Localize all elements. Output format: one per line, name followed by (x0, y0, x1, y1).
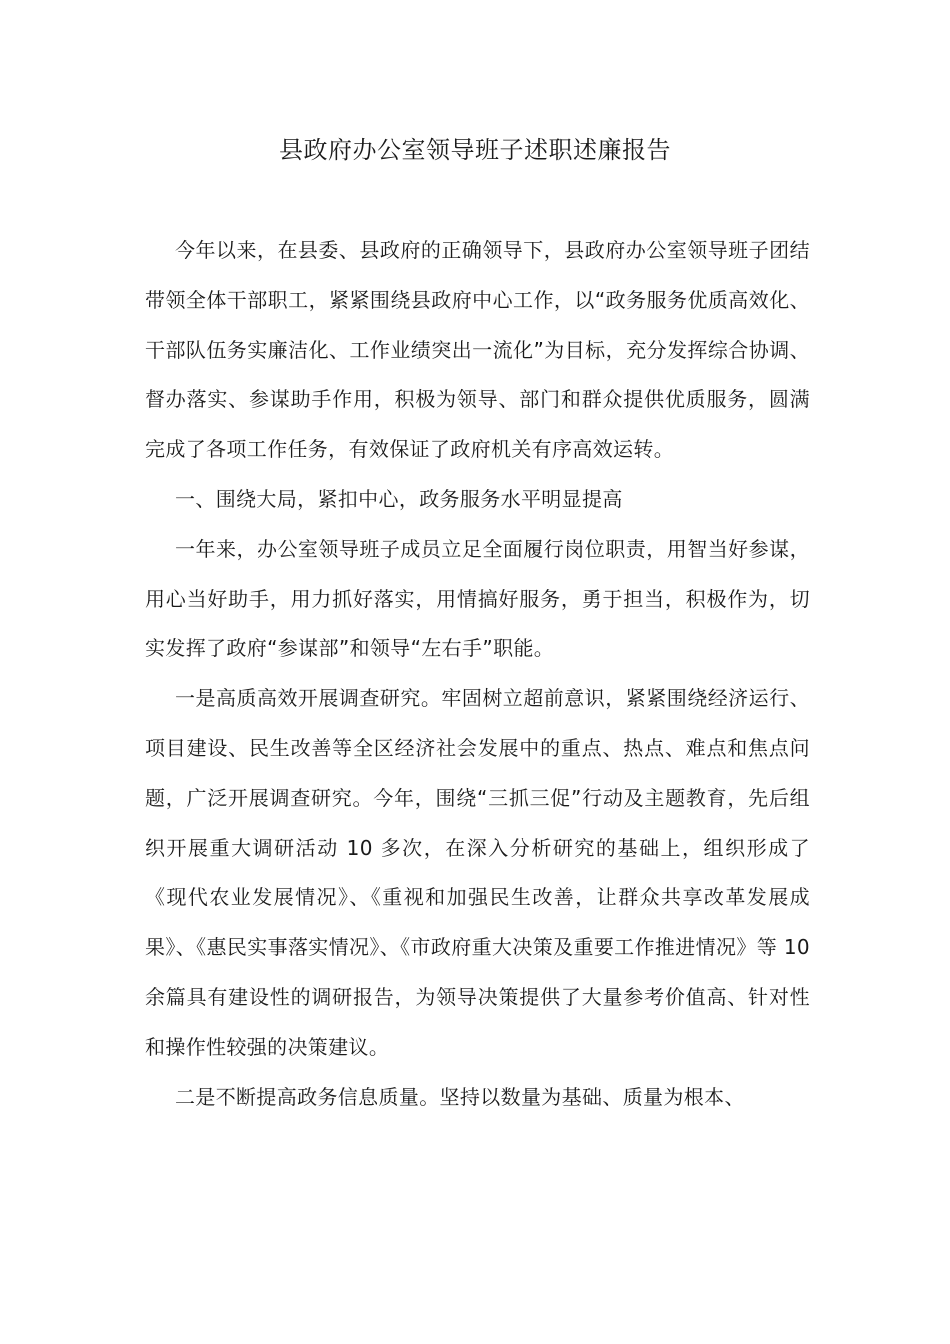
research-paragraph: 一是高质高效开展调查研究。牢固树立超前意识，紧紧围绕经济运行、项目建设、民生改善等全区经济社会发展中的重点、热点、难点和焦点问题，广泛开展调查研究。今年，围绕“三抓三促”行动及主题教育，先后组织开展重大调研活动 10 多次，在深入分析研究的基础上，组织形成了《现代农业发展情况》、《重视和加强民生改善，让群众共享改革发展成果》、《惠民实事落实情况》、《市政府重大决策及重要工作推进情况》等 10 余篇具有建设性的调研报告，为领导决策提供了大量参考价值高、针对性和操作性较强的决策建议。 (145, 686, 810, 1059)
document-body (145, 226, 810, 1122)
information-paragraph: 二是不断提高政务信息质量。坚持以数量为基础、质量为根本、 (175, 1084, 745, 1109)
document-title: 县政府办公室领导班子述职述廉报告 (279, 136, 671, 164)
section-heading-1: 一、围绕大局，紧扣中心，政务服务水平明显提高 (175, 486, 623, 511)
section-1-paragraph: 一年来，办公室领导班子成员立足全面履行岗位职责，用智当好参谋，用心当好助手，用力抓好落实，用情搞好服务，勇于担当，积极作为，切实发挥了政府“参谋部”和领导“左右手”职能。 (145, 536, 810, 661)
intro-paragraph: 今年以来，在县委、县政府的正确领导下，县政府办公室领导班子团结带领全体干部职工，紧紧围绕县政府中心工作，以“政务服务优质高效化、干部队伍务实廉洁化、工作业绩突出一流化”为目标，充分发挥综合协调、督办落实、参谋助手作用，积极为领导、部门和群众提供优质服务，圆满完成了各项工作任务，有效保证了政府机关有序高效运转。 (145, 238, 810, 462)
